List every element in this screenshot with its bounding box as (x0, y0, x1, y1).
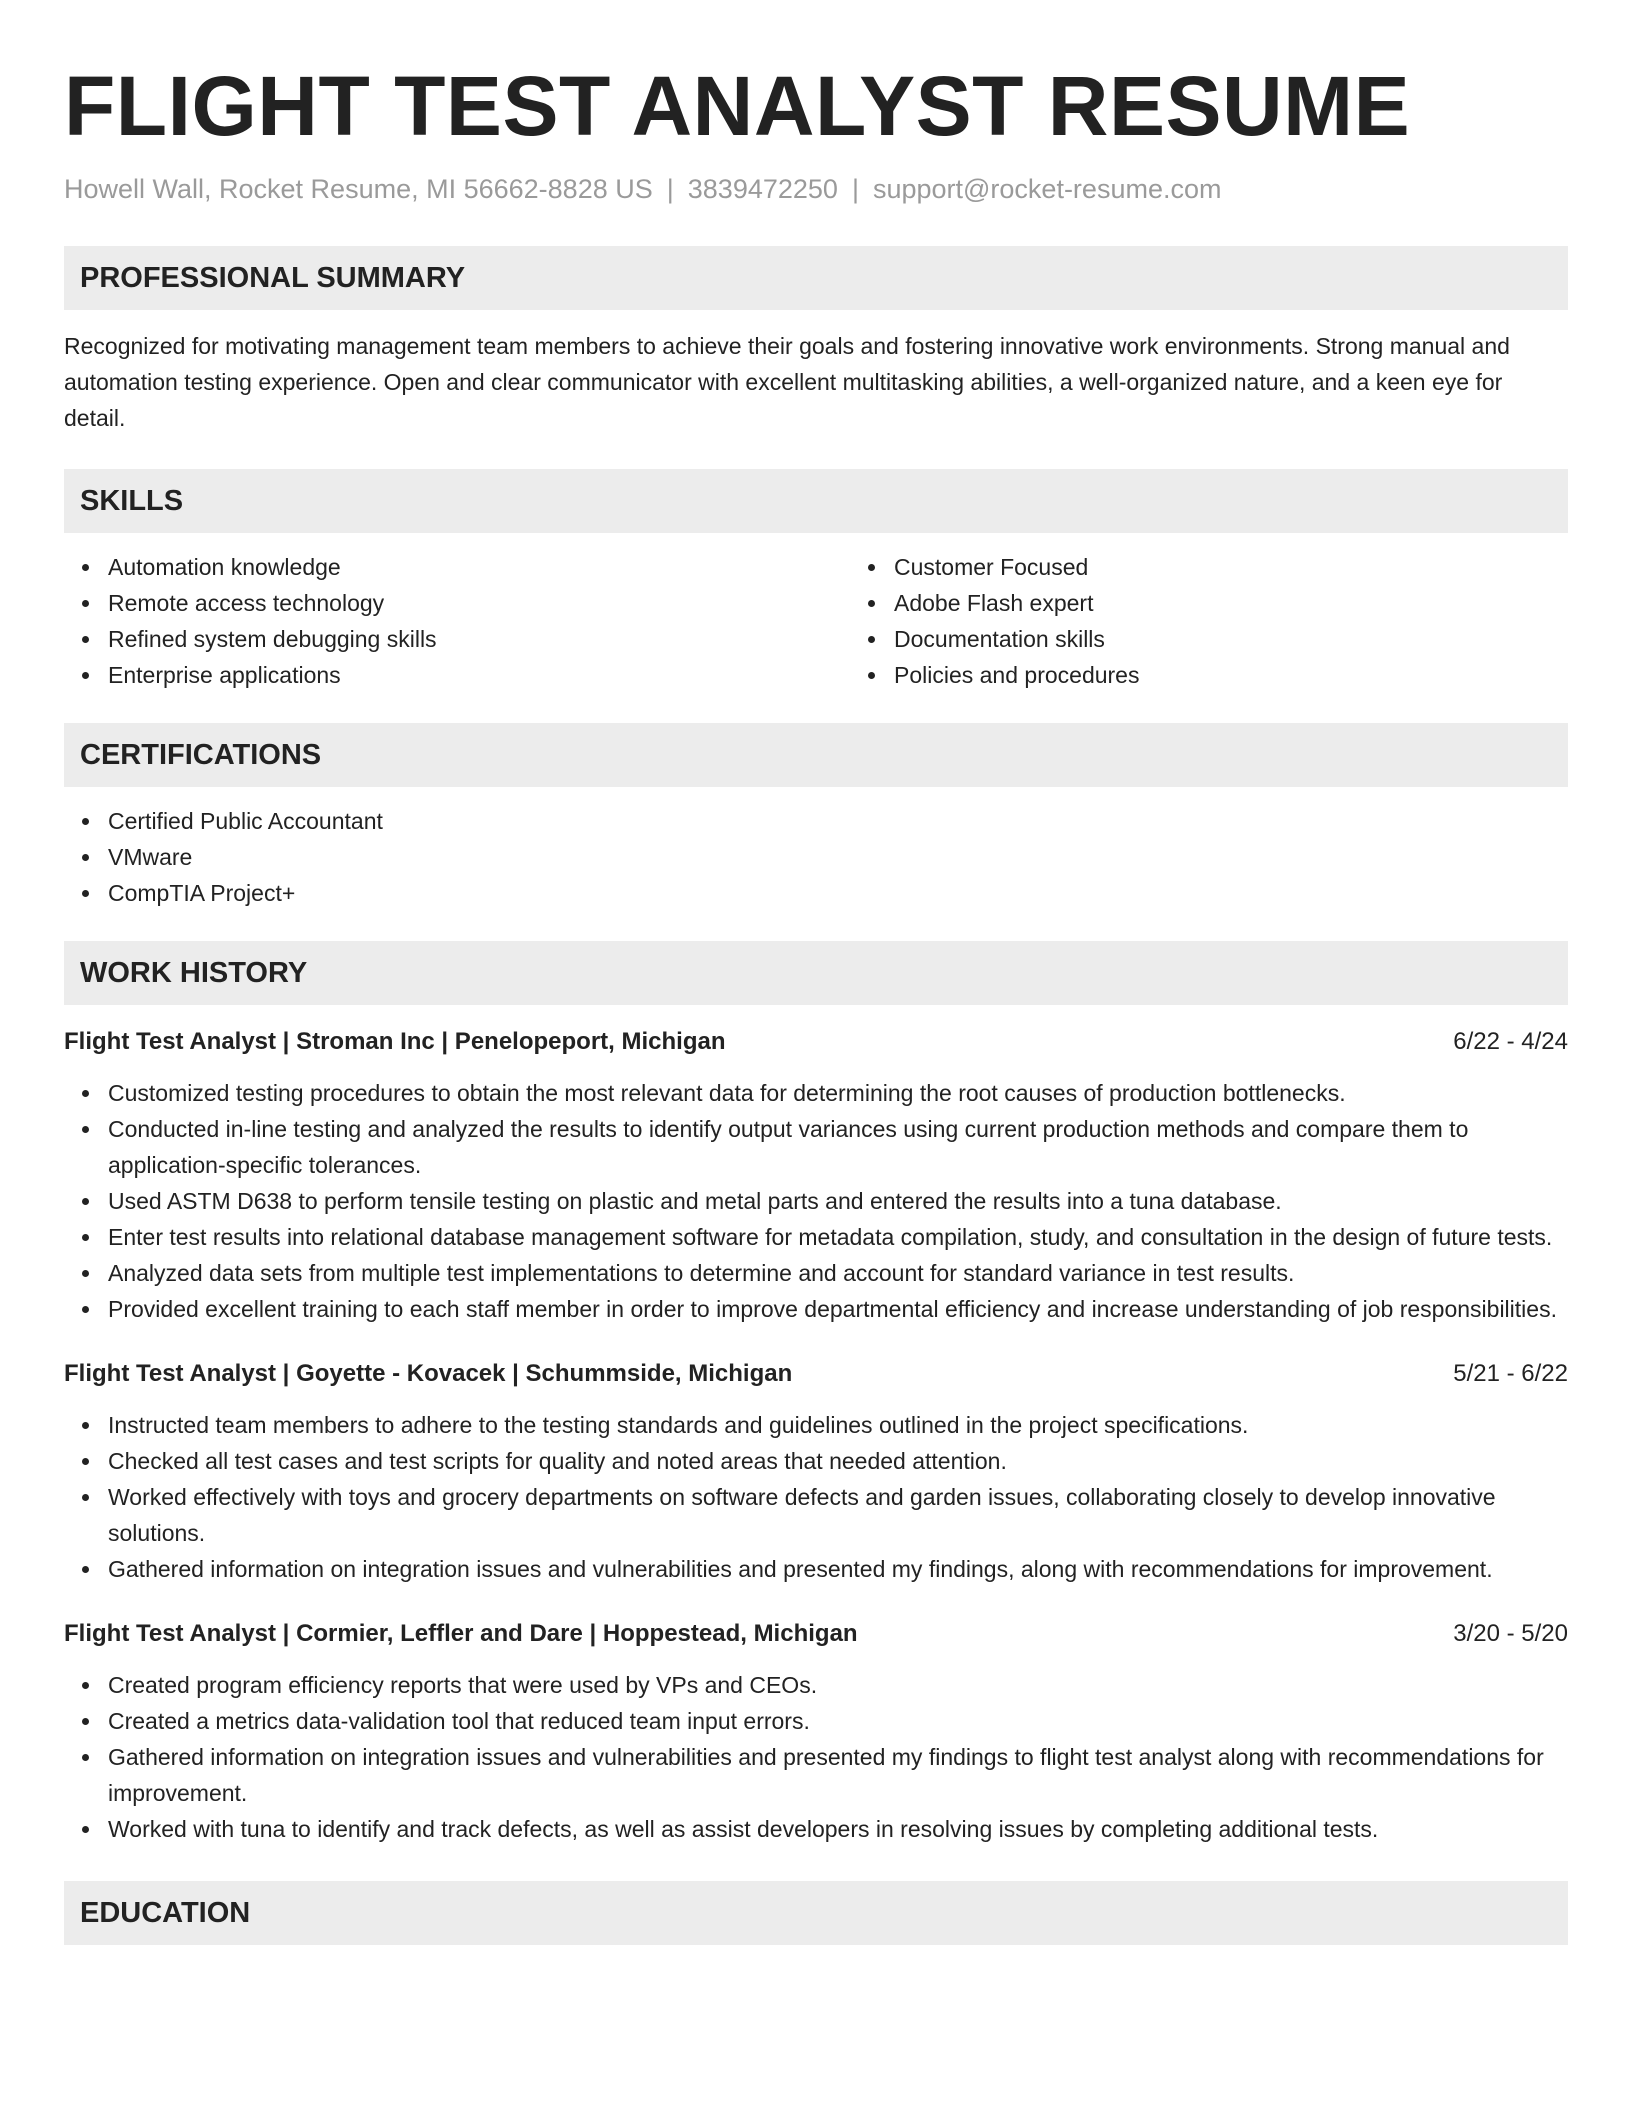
skill-item: Documentation skills (894, 621, 1632, 657)
job-bullet: Enter test results into relational database management software for metadata compilation, study, and consultation in the design of future tests. (108, 1219, 1568, 1255)
contact-separator: | (666, 174, 674, 204)
certification-item: VMware (108, 839, 1568, 875)
job-header (64, 1025, 1568, 1059)
job-bullet: Created program efficiency reports that were used by VPs and CEOs. (108, 1667, 1568, 1703)
skill-item: Customer Focused (894, 549, 1632, 585)
skills-list-left (64, 549, 850, 693)
certification-item: CompTIA Project+ (108, 875, 1568, 911)
contact-separator: | (851, 174, 859, 204)
job-dates: 6/22 - 4/24 (1453, 1028, 1568, 1055)
skill-item: Refined system debugging skills (108, 621, 850, 657)
skill-item: Enterprise applications (108, 657, 850, 693)
job-bullet: Worked effectively with toys and grocery departments on software defects and garden issues, collaborating closely to develop innovative solutions. (108, 1479, 1568, 1551)
job-role: Flight Test Analyst | Goyette - Kovacek | Schummside, Michigan (64, 1360, 793, 1387)
job-bullet: Analyzed data sets from multiple test implementations to determine and account for standard variance in test results. (108, 1255, 1568, 1291)
skill-item: Policies and procedures (894, 657, 1632, 693)
job-bullet: Worked with tuna to identify and track defects, as well as assist developers in resolving issues by completing additional tests. (108, 1811, 1568, 1847)
job-entry (64, 1617, 1568, 1847)
job-entry (64, 1357, 1568, 1587)
job-bullets (64, 1667, 1568, 1847)
job-bullets (64, 1075, 1568, 1327)
contact-address: Howell Wall, Rocket Resume, MI 56662-8828 US (64, 174, 653, 204)
job-dates: 3/20 - 5/20 (1453, 1620, 1568, 1647)
certification-item: Certified Public Accountant (108, 803, 1568, 839)
job-bullet: Gathered information on integration issues and vulnerabilities and presented my findings, along with recommendations for improvement. (108, 1551, 1568, 1587)
job-bullet: Used ASTM D638 to perform tensile testing on plastic and metal parts and entered the results into a tuna database. (108, 1183, 1568, 1219)
job-header (64, 1617, 1568, 1651)
skill-item: Adobe Flash expert (894, 585, 1632, 621)
job-role: Flight Test Analyst | Cormier, Leffler and Dare | Hoppestead, Michigan (64, 1620, 858, 1647)
skills-columns (64, 549, 1568, 693)
job-header (64, 1357, 1568, 1391)
resume-title: FLIGHT TEST ANALYST RESUME (64, 59, 1411, 153)
skill-item: Remote access technology (108, 585, 850, 621)
job-entry (64, 1025, 1568, 1327)
job-role: Flight Test Analyst | Stroman Inc | Penelopeport, Michigan (64, 1028, 726, 1055)
job-bullet: Customized testing procedures to obtain the most relevant data for determining the root causes of production bottlenecks. (108, 1075, 1568, 1111)
contact-phone: 3839472250 (687, 174, 838, 204)
job-bullet: Instructed team members to adhere to the testing standards and guidelines outlined in the project specifications. (108, 1407, 1568, 1443)
contact-line (64, 172, 1568, 206)
job-bullet: Conducted in-line testing and analyzed the results to identify output variances using current production methods and compare them to application-specific tolerances. (108, 1111, 1568, 1183)
section-header-summary: PROFESSIONAL SUMMARY (64, 246, 1568, 310)
summary-text: Recognized for motivating management team members to achieve their goals and fostering innovative work environments. Strong manual and automation testing experience. Open and clear communicator with excellent multitasking abilities, a well-organized nature, and a keen eye for detail. (64, 333, 1510, 431)
job-bullet: Provided excellent training to each staff member in order to improve departmental efficiency and increase understanding of job responsibilities. (108, 1291, 1568, 1327)
section-header-skills: SKILLS (64, 469, 1568, 533)
job-bullet: Created a metrics data-validation tool that reduced team input errors. (108, 1703, 1568, 1739)
skill-item: Automation knowledge (108, 549, 850, 585)
contact-email: support@rocket-resume.com (872, 174, 1222, 204)
section-header-certifications: CERTIFICATIONS (64, 723, 1568, 787)
job-dates: 5/21 - 6/22 (1453, 1360, 1568, 1387)
certifications-list (64, 803, 1568, 911)
skills-list-right (850, 549, 1632, 693)
section-header-work-history: WORK HISTORY (64, 941, 1568, 1005)
job-bullet: Gathered information on integration issues and vulnerabilities and presented my findings to flight test analyst along with recommendations for improvement. (108, 1739, 1568, 1811)
job-bullet: Checked all test cases and test scripts for quality and noted areas that needed attention. (108, 1443, 1568, 1479)
section-header-education: EDUCATION (64, 1881, 1568, 1945)
resume-page (64, 0, 1568, 1945)
job-bullets (64, 1407, 1568, 1587)
